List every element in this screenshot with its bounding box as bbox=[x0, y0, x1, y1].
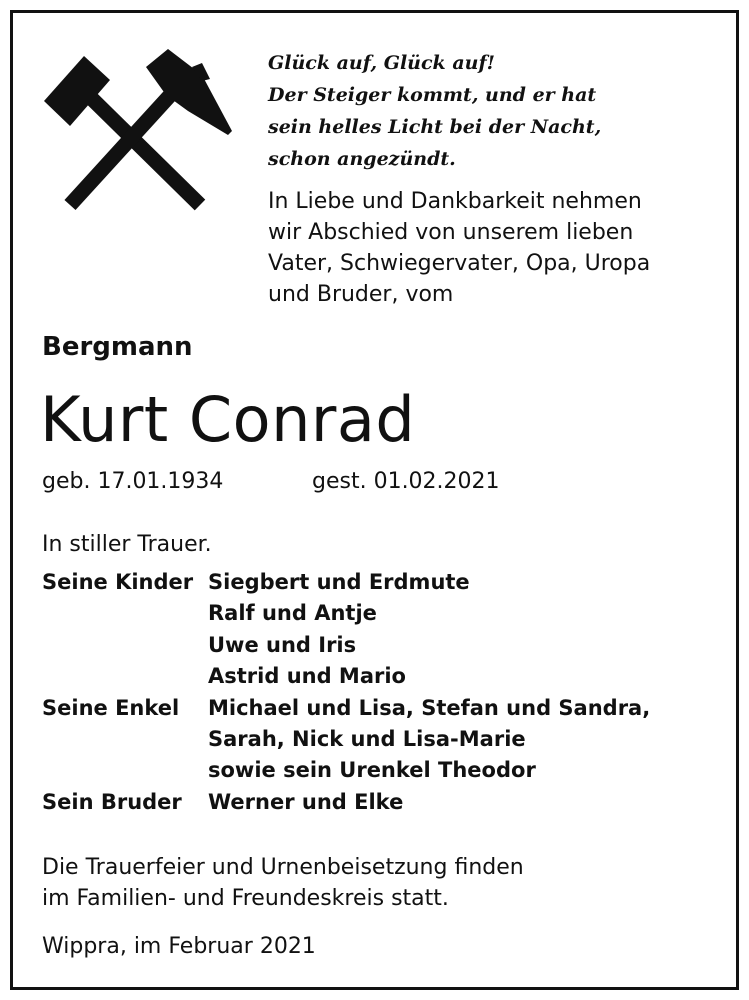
mourner-names: Sarah, Nick und Lisa-Marie bbox=[208, 727, 526, 752]
group-label: Seine Enkel bbox=[42, 695, 180, 720]
mourner-names: Michael und Lisa, Stefan und Sandra, bbox=[208, 695, 651, 720]
mourner-names: Ralf und Antje bbox=[208, 601, 377, 626]
mourner-group-grandchildren bbox=[42, 693, 722, 787]
mourner-names: Uwe und Iris bbox=[208, 632, 357, 657]
verse-line: Der Steiger kommt, und er hat bbox=[268, 84, 597, 106]
birth-date: geb. 17.01.1934 bbox=[42, 469, 224, 494]
group-names bbox=[208, 567, 470, 693]
funeral-note-line: im Familien- und Freundeskreis statt. bbox=[42, 886, 449, 911]
group-names bbox=[208, 787, 403, 818]
hammer-and-pick-icon bbox=[42, 45, 232, 217]
mourning-intro: In stiller Trauer. bbox=[42, 532, 212, 557]
mourner-group-children bbox=[42, 567, 722, 693]
pick-handle bbox=[70, 91, 174, 205]
verse-line: schon angezündt. bbox=[268, 148, 456, 170]
intro-line: wir Abschied von unserem lieben bbox=[268, 220, 634, 245]
intro-line: und Bruder, vom bbox=[268, 282, 454, 307]
miner-verse bbox=[268, 47, 728, 175]
funeral-note bbox=[42, 852, 524, 914]
mourner-names: Siegbert und Erdmute bbox=[208, 570, 470, 594]
deceased-occupation: Bergmann bbox=[42, 332, 193, 362]
mourner-names: sowie sein Urenkel Theodor bbox=[208, 758, 536, 783]
mourner-names: Werner und Elke bbox=[208, 789, 404, 814]
group-names bbox=[208, 693, 650, 787]
group-label: Seine Kinder bbox=[42, 570, 194, 594]
funeral-note-line: Die Trauerfeier und Urnenbeisetzung finden bbox=[42, 855, 524, 880]
deceased-name: Kurt Conrad bbox=[40, 383, 416, 456]
death-date: gest. 01.02.2021 bbox=[312, 469, 500, 494]
place-and-date: Wippra, im Februar 2021 bbox=[42, 934, 316, 959]
mourners-list bbox=[42, 567, 722, 818]
verse-line: Glück auf, Glück auf! bbox=[268, 52, 495, 74]
mourner-group-brother bbox=[42, 787, 722, 818]
intro-line: Vater, Schwiegervater, Opa, Uropa bbox=[268, 251, 651, 276]
pick-head bbox=[146, 49, 232, 135]
intro-line: In Liebe und Dankbarkeit nehmen bbox=[268, 189, 642, 214]
farewell-intro bbox=[268, 186, 728, 310]
mourner-names: Astrid und Mario bbox=[208, 664, 406, 689]
verse-line: sein helles Licht bei der Nacht, bbox=[268, 116, 602, 138]
group-label: Sein Bruder bbox=[42, 789, 182, 814]
